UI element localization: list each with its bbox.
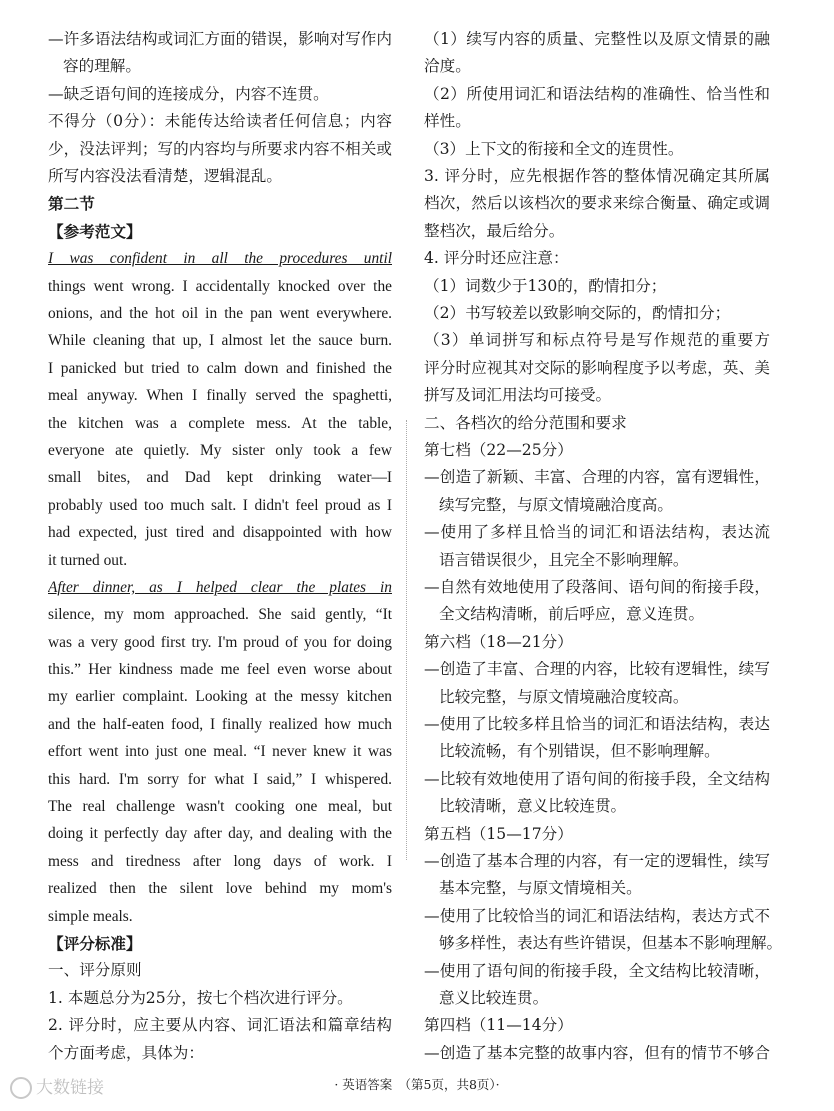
left-text-line: 1. 本题总分为25分，按七个档次进行评分。: [48, 988, 353, 1007]
left-text-line: 容的理解。: [63, 57, 141, 76]
right-text-line: 比较完整，与原文情境融洽度较高。: [439, 687, 689, 706]
column-divider: [406, 420, 407, 860]
left-column: [48, 26, 392, 1067]
left-text-line: everyone ate quietly. My sister only took a few: [48, 441, 392, 459]
right-text-line: —使用了多样且恰当的词汇和语法结构，表达流: [424, 523, 770, 542]
left-text-line: the kitchen was a complete mess. At the table,: [48, 414, 392, 432]
left-text-line: While cleaning that up, I almost let the sauce burn.: [48, 332, 392, 350]
right-text-line: 3. 评分时，应先根据作答的整体情况确定其所属: [424, 167, 770, 185]
left-text-line: The real challenge wasn't cooking one meal, but: [48, 798, 392, 816]
left-text-line: I was confident in all the procedures until: [48, 250, 392, 268]
left-text-line: 不得分（0分）：未能传达给读者任何信息；内容: [48, 112, 392, 131]
right-text-line: （3）单词拼写和标点符号是写作规范的重要方: [424, 331, 770, 350]
watermark: [10, 1073, 104, 1099]
left-text-line: small bites, and Dad kept drinking water—I: [48, 469, 392, 487]
left-text-line: this.” Her kindness made me feel even worse about: [48, 661, 392, 679]
right-text-line: （2）所使用词汇和语法结构的准确性、恰当性和: [424, 84, 770, 103]
right-text-line: —使用了比较恰当的词汇和语法结构，表达方式不: [424, 906, 770, 925]
right-text-line: —使用了语句间的衔接手段，全文结构比较清晰，: [424, 961, 770, 980]
left-text-line: I panicked but tried to calm down and finished the: [48, 359, 392, 377]
right-text-line: 比较清晰，意义比较连贯。: [439, 797, 627, 816]
left-text-line: 少，没法评判；写的内容均与所要求内容不相关或: [48, 139, 392, 158]
left-text-line: 所写内容没法看清楚，逻辑混乱。: [48, 166, 282, 185]
left-text-line: onions, and the hot oil in the pan went everywhere.: [48, 304, 392, 322]
left-text-line: silence, my mom approached. She said gently, “It: [48, 606, 392, 624]
left-text-line: things went wrong. I accidentally knocked over the: [48, 277, 392, 295]
left-text-line: meal anyway. When I finally served the spaghetti,: [48, 387, 392, 405]
left-text-line: was a very good first try. I'm proud of you for doing: [48, 633, 392, 651]
right-text-line: 全文结构清晰，前后呼应，意义连贯。: [439, 605, 705, 624]
left-text-line: —缺乏语句间的连接成分，内容不连贯。: [48, 84, 329, 103]
watermark-text: 大数链接: [36, 1078, 104, 1098]
right-text-line: 二、各档次的给分范围和要求: [424, 413, 627, 432]
left-text-line: 个方面考虑，具体为：: [48, 1043, 204, 1062]
right-text-line: —创造了基本完整的故事内容，但有的情节不够合: [424, 1043, 770, 1062]
left-text-line: 2. 评分时，应主要从内容、词汇语法和篇章结构: [48, 1016, 392, 1035]
left-text-line: mess and tiredness after long days of work. I: [48, 852, 392, 870]
right-text-line: 洽度。: [424, 57, 471, 76]
right-text-line: 够多样性，表达有些许错误，但基本不影响理解。: [439, 934, 783, 953]
right-text-line: 续写完整，与原文情境融洽度高。: [439, 495, 673, 514]
right-text-line: （2）书写较差以致影响交际的，酌情扣分；: [424, 304, 731, 322]
right-text-line: 第四档（11—14分）: [424, 1016, 573, 1035]
right-text-line: 语言错误很少，且完全不影响理解。: [439, 550, 689, 569]
right-text-line: 拼写及词汇用法均可接受。: [424, 386, 612, 405]
right-text-line: （1）续写内容的质量、完整性以及原文情景的融: [424, 30, 770, 48]
left-text-line: —许多语法结构或词汇方面的错误，影响对写作内: [48, 30, 392, 48]
right-text-line: —创造了新颖、丰富、合理的内容，富有逻辑性，: [424, 468, 770, 487]
right-text-line: 样性。: [424, 112, 471, 131]
left-text-line: 【参考范文】: [48, 221, 142, 241]
right-text-line: （1）词数少于130的，酌情扣分；: [424, 276, 667, 295]
right-text-line: —自然有效地使用了段落间、语句间的衔接手段，: [424, 578, 770, 596]
right-text-line: 第七档（22—25分）: [424, 441, 573, 459]
left-text-line: my earlier complaint. Looking at the messy kitchen: [48, 688, 392, 706]
right-text-line: 档次，然后以该档次的要求来综合衡量、确定或调: [424, 194, 770, 213]
right-text-line: 意义比较连贯。: [439, 988, 549, 1007]
left-text-line: 第二节: [48, 194, 95, 214]
left-text-line: 一、评分原则: [48, 961, 142, 980]
right-text-line: 4. 评分时还应注意：: [424, 249, 569, 268]
left-text-line: effort went into just one meal. “I never knew it was: [48, 743, 392, 761]
right-text-line: —使用了比较多样且恰当的词汇和语法结构，表达: [424, 715, 770, 733]
right-text-line: 整档次，最后给分。: [424, 221, 565, 240]
right-text-line: 第五档（15—17分）: [424, 824, 573, 843]
left-text-line: probably used too much salt. I didn't feel proud as I: [48, 496, 392, 514]
left-text-line: After dinner, as I helped clear the plates in: [48, 578, 392, 596]
left-text-line: simple meals.: [48, 907, 133, 925]
left-text-line: this hard. I'm sorry for what I said,” I whispered.: [48, 770, 392, 788]
watermark-logo-icon: [10, 1077, 32, 1099]
right-text-line: 比较流畅，有个别错误，但不影响理解。: [439, 742, 720, 761]
right-text-line: —比较有效地使用了语句间的衔接手段，全文结构: [424, 769, 770, 788]
left-text-line: and the half-eaten food, I finally realized how much: [48, 715, 392, 733]
right-text-line: —创造了丰富、合理的内容，比较有逻辑性，续写: [424, 660, 770, 679]
right-column: [424, 26, 783, 1067]
right-text-line: （3）上下文的衔接和全文的连贯性。: [424, 139, 684, 158]
right-text-line: 基本完整，与原文情境相关。: [439, 879, 642, 898]
left-text-line: 【评分标准】: [48, 934, 142, 953]
left-text-line: doing it perfectly day after day, and dealing with the: [48, 825, 392, 843]
page-footer: · 英语答案 （第5页，共8页）·: [334, 1077, 500, 1092]
left-text-line: had expected, just tired and disappointed with how: [48, 524, 392, 542]
left-text-line: it turned out.: [48, 551, 128, 569]
right-text-line: 评分时应视其对交际的影响程度予以考虑，英、美: [424, 358, 770, 377]
right-text-line: 第六档（18—21分）: [424, 632, 573, 651]
right-text-line: —创造了基本合理的内容，有一定的逻辑性，续写: [424, 852, 770, 870]
left-text-line: realized then the silent love behind my mom's: [48, 880, 392, 898]
